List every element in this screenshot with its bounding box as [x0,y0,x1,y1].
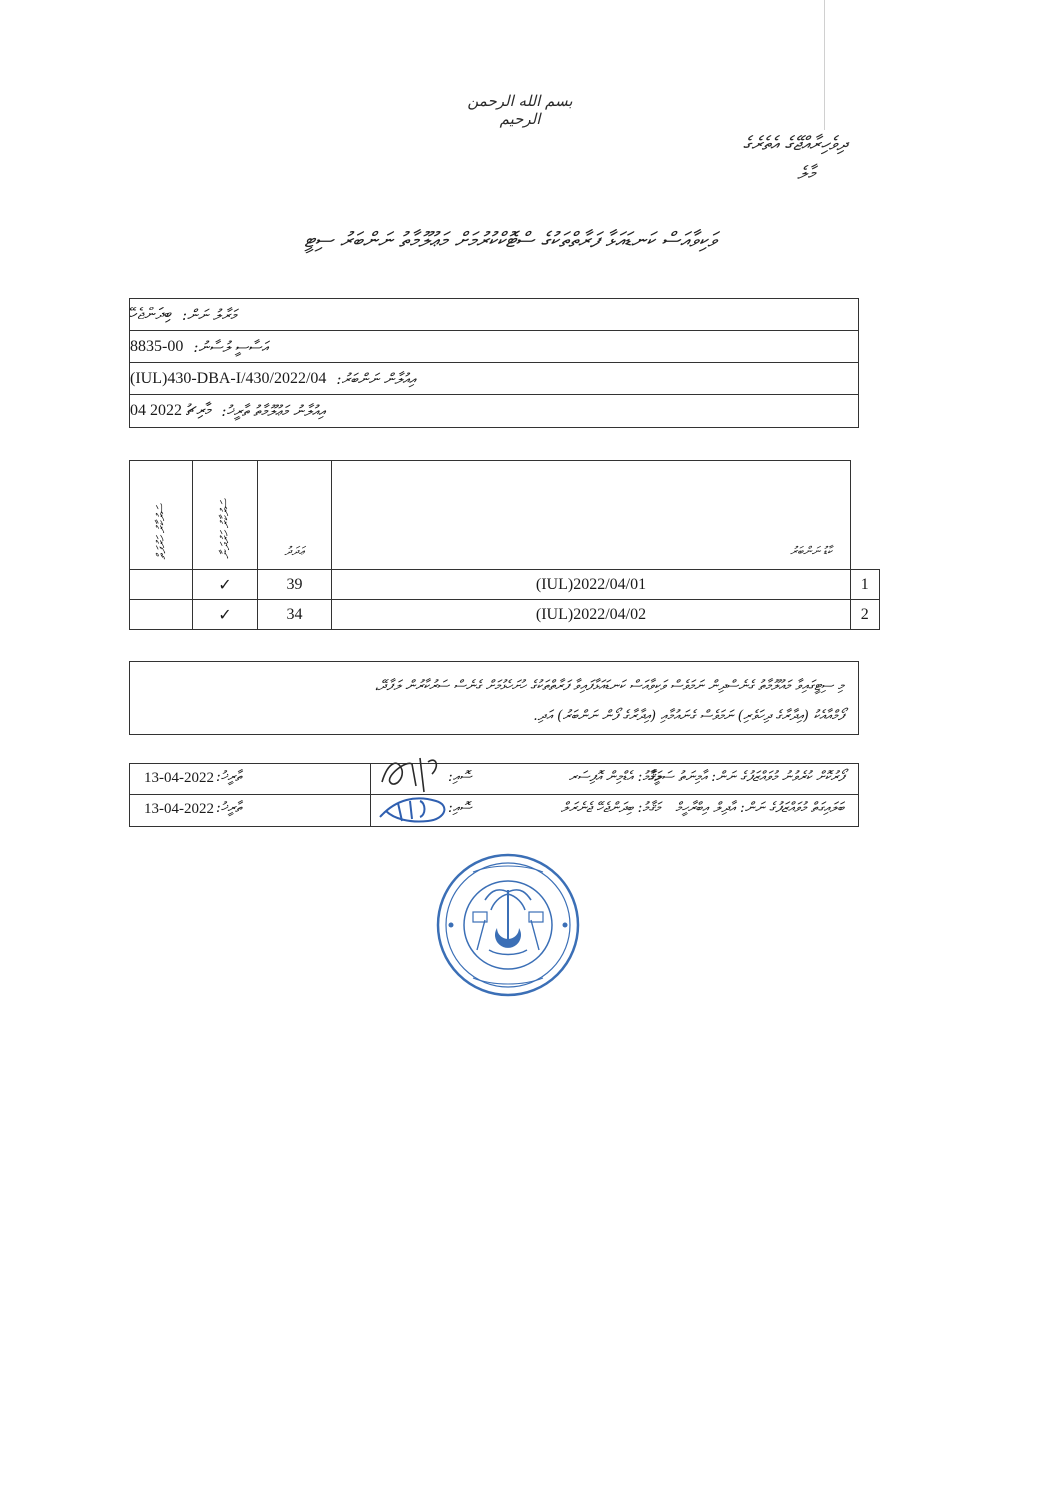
signature-role: ފޯރުކޮށް ކުރެވުނު މުވައްޒަފުގެ ނަން: އާމިނަތު ސަލީމާ [647,769,844,785]
signature-post: މަޤާމު: އެޑްމިން އޮފިސަރ [568,769,660,785]
notice-line-2: ފޯމްއާއެކު (އިދާރާގެ ދިހަވެރި) ނަމަވެސް ގެނައުމާއި (އިދާރާގެ ފޯން ނަންބަރު) އަދި. [533,708,844,724]
items-table [129,460,880,630]
handwritten-signature-2 [376,789,456,829]
cell-serial: 1 [851,570,880,600]
header-col-a: ސަރުކާރު ހަރުފަތް [130,461,193,570]
cell-reference: (IUL)2022/04/02 [332,600,851,630]
info-label: އިއުލާން ނަންބަރު: [336,369,416,388]
header-quantity: ޢަދަދު [258,461,332,570]
info-value: 04 މާރިޗު 2022 [130,402,212,419]
notice-line-1: މި ސިޓީގައިވާ މައުލޫމާތު ގެނެސްދިން ނަމަވެސް ވަކިވާއަސް ކަނޑައަޅާފައިވާ ފަރާތްތަކުގެ ހުށަހެޅުމަށް ގެނެސް ސަރުކާރުން ލަފާދޭ، [374,678,844,694]
cell-mark-a [130,570,193,600]
cell-reference: (IUL)2022/04/01 [332,570,851,600]
signature-sign-label: ސޮއި: [448,769,472,785]
organization-city: މާލެ [797,163,815,184]
items-header-row [130,461,880,570]
official-seal-stamp [433,850,583,1000]
cell-serial: 2 [851,600,880,630]
signature-row [130,764,858,795]
info-label: އަސާސީ ލުސާނު: [193,337,268,356]
signature-role: ބަލައިގަތް މުވައްޒަފުގެ ނަން: އާދިލް އިބްރާހީމް [675,800,844,816]
info-value: (IUL)430-DBA-I/430/2022/04 [130,369,327,387]
signature-sign-label: ސޮއި: [448,800,472,816]
info-row [130,363,858,395]
info-value: ބިދަންޖެހޭ [130,305,172,323]
signature-date: 13-04-2022 [144,770,214,786]
page-edge-line [824,0,825,130]
signature-row [130,795,858,826]
info-value: 8835-00 [130,337,184,355]
header-serial [851,461,880,570]
organization-name: ދިވެހިރާއްޖޭގެ އެތެރެގެ [742,133,847,155]
info-row [130,395,858,427]
basmala: بسم الله الرحمن الرحيم [467,92,573,128]
signatures-table [129,763,859,827]
cell-mark-b: ✓ [193,600,258,630]
info-label: އިއުލާނު މަޢުލޫމާތު ތާރީޚު: [221,402,326,420]
document-title: ވަކިވާއަސް ކަނޑައަޅާ ފަރާތްތަކުގެ ސްޓޮކްކުރުމަށް މަޢުލޫމާތު ނަންބަރު ސިޓީ [304,228,716,252]
column-divider [370,764,371,794]
cell-quantity: 39 [258,570,332,600]
notice-box [129,661,859,735]
info-row [130,299,858,331]
cell-mark-a [130,600,193,630]
table-row [130,600,880,630]
signature-date-label: ތާރީޚު: [216,800,242,816]
header-col-b: ސަރުކާރު ހަރުދަނާ [193,461,258,570]
cell-quantity: 34 [258,600,332,630]
header-card-number: ކާޑު ނަންބަރު [332,461,851,570]
info-label: މަރާލު ނަން: [181,305,237,324]
info-row [130,331,858,363]
signature-date-label: ތާރީޚު: [216,769,242,785]
table-row [130,570,880,600]
signature-date: 13-04-2022 [144,801,214,817]
cell-mark-b: ✓ [193,570,258,600]
column-divider [370,795,371,826]
info-table [129,298,859,428]
signature-post: މަޤާމު: ބިދަންޖެހޭ ޖެނެރަލް [560,800,660,816]
